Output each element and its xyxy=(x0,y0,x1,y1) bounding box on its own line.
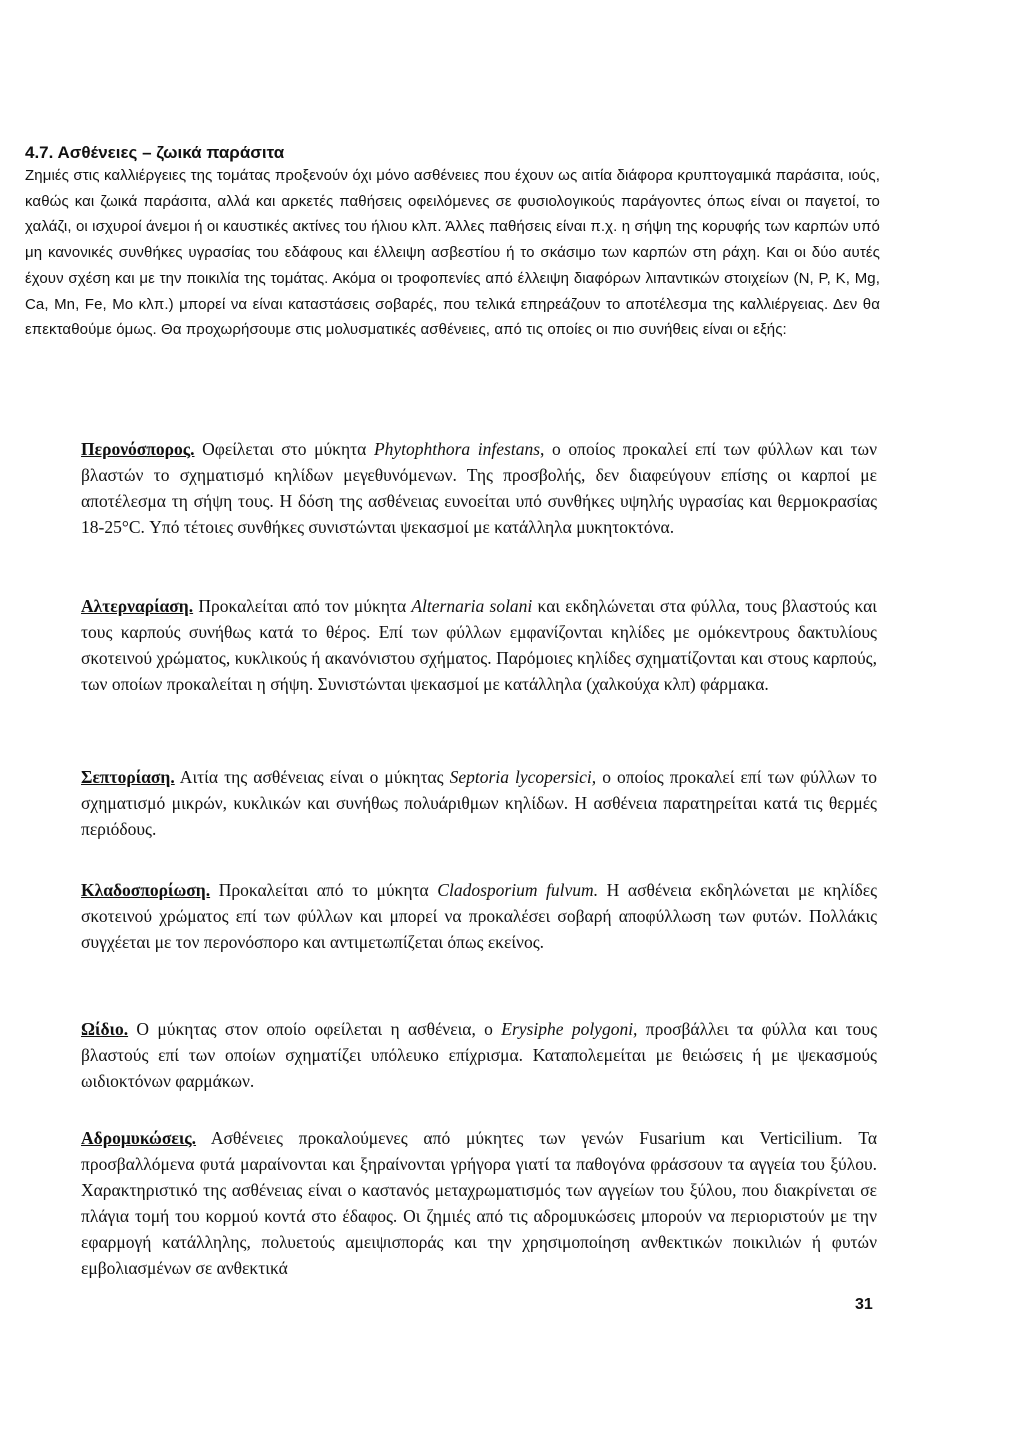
disease-text: , ο οποίος προκαλεί επί των φύλλων και των βλαστών το σχηματισμό κηλίδων μεγεθυνόμενων. Της προσβολής, δεν διαφεύγουν επίσης οι καρποί με αποτέλεσμα τη σήψη τους. Η δόση της ασθένειας ευνοείται υπό συνθήκες υψηλής υγρασίας και θερμοκρασίας 18-25°C. Υπό τέτοιες συνθήκες συνιστώνται ψεκασμοί με κατάλληλα μυκητοκτόνα. xyxy=(81,439,877,537)
disease-paragraph-alternaria xyxy=(81,593,877,697)
disease-text: και εκδηλώνεται στα φύλλα, τους βλαστούς και τους καρπούς συνήθως κατά το θέρος. Επί των φύλλων εμφανίζονται κηλίδες με ομόκεντρους δακτυλίους σκοτεινού χρώματος, κυκλικούς ή ακανόνιστου σχήματος. Παρόμοιες κηλίδες σχηματίζονται και στους καρπούς, των οποίων προκαλείται η σήψη. Συνιστώνται ψεκασμοί με κατάλληλα (χαλκούχα κλπ) φάρμακα. xyxy=(81,596,877,694)
disease-paragraph-adromykoseis xyxy=(81,1125,877,1281)
disease-text: Προκαλείται από το μύκητα xyxy=(210,880,438,900)
page-number: 31 xyxy=(855,1296,873,1313)
disease-paragraph-septoria xyxy=(81,764,877,842)
disease-text: Προκαλείται από τον μύκητα xyxy=(193,596,412,616)
pathogen-name: Cladosporium fulvum. xyxy=(437,880,599,900)
disease-heading: Αλτερναρίαση. xyxy=(81,596,194,616)
disease-heading: Σεπτορίαση. xyxy=(81,767,175,787)
disease-paragraph-oidium xyxy=(81,1016,877,1094)
pathogen-name: Phytophthora infestans xyxy=(373,439,541,459)
disease-paragraph-cladosporium xyxy=(81,877,877,955)
disease-text: Οφείλεται στο μύκητα xyxy=(194,439,374,459)
intro-paragraph: Ζημιές στις καλλιέργειες της τομάτας προξενούν όχι μόνο ασθένειες που έχουν ως αιτία διάφορα κρυπτογαμικά παράσιτα, ιούς, καθώς και ζωικά παράσιτα, αλλά και αρκετές παθήσεις οφειλόμενες σε φυσιολογικούς παράγοντες όπως είναι οι παγετοί, το χαλάζι, οι ισχυροί άνεμοι ή οι καυστικές ακτίνες του ήλιου κλπ. Άλλες παθήσεις είναι π.χ. η σήψη της κορυφής των καρπών υπό μη κανονικές συνθήκες υγρασίας του εδάφους και έλλειψη ασβεστίου ή το σκάσιμο των καρπών στη ράχη. Και οι δύο αυτές έχουν σχέση και με την ποικιλία της τομάτας. Ακόμα οι τροφοπενίες από έλλειψη διαφόρων λιπαντικών στοιχείων (N, P, K, Mg, Ca, Mn, Fe, Mo κλπ.) μπορεί να είναι καταστάσεις σοβαρές, που τελικά επηρεάζουν το αποτέλεσμα της καλλιέργειας. Δεν θα επεκταθούμε όμως. Θα προχωρήσουμε στις μολυσματικές ασθένειες, από τις οποίες οι πιο συνήθεις είναι οι εξής: xyxy=(25,167,880,339)
disease-text: Η ασθένεια εκδηλώνεται με κηλίδες σκοτεινού χρώματος επί των φύλλων και μπορεί να προκαλέσει σοβαρή αποφύλλωση των φυτών. Πολλάκις συγχέεται με τον περονόσπορο και αντιμετωπίζεται όπως εκείνος. xyxy=(81,880,877,952)
disease-heading: Περονόσπορος. xyxy=(81,439,195,459)
disease-text: Αιτία της ασθένειας είναι ο μύκητας xyxy=(174,767,450,787)
disease-paragraph-peronospora xyxy=(81,436,877,540)
pathogen-name: Alternaria solani xyxy=(411,596,533,616)
disease-heading: Κλαδοσπορίωση. xyxy=(81,880,211,900)
disease-text: ο οποίος προκαλεί επί των φύλλων το σχηματισμό μικρών, κυκλικών και συνήθως πολυάριθμων κηλίδων. Η ασθένεια παρατηρείται κατά τις θερμές περιόδους. xyxy=(81,767,877,839)
disease-text: Ασθένειες προκαλούμενες από μύκητες των γενών Fusarium και Verticilium. Τα προσβαλλόμενα φυτά μαραίνονται και ξηραίνονται γρήγορα γιατί τα παθογόνα φράσσουν τα αγγεία του ξύλου. Χαρακτηριστικό της ασθένειας είναι ο καστανός μεταχρωματισμός των αγγείων του ξύλου, που διακρίνεται σε πλάγια τομή του κορμού κοντά στο έδαφος. Οι ζημιές από τις αδρομυκώσεις μπορούν να περιοριστούν με την εφαρμογή κατάλληλης, πολυετούς αμειψισποράς και την χρησιμοποίηση ανθεκτικών ποικιλιών ή φυτών εμβολιασμένων σε ανθεκτικά xyxy=(81,1128,877,1278)
pathogen-name: Erysiphe polygoni, xyxy=(501,1019,638,1039)
disease-heading: Ωίδιο. xyxy=(81,1019,129,1039)
disease-heading: Αδρομυκώσεις. xyxy=(81,1128,197,1148)
pathogen-name: Septoria lycopersici, xyxy=(449,767,597,787)
section-title: 4.7. Ασθένειες – ζωικά παράσιτα xyxy=(25,143,285,162)
disease-text: προσβάλλει τα φύλλα και τους βλαστούς επί των οποίων σχηματίζει υπόλευκο επίχρισμα. Καταπολεμείται με θειώσεις ή με ψεκασμούς ωιδιοκτόνων φαρμάκων. xyxy=(81,1019,878,1091)
disease-text: Ο μύκητας στον οποίο οφείλεται η ασθένεια, ο xyxy=(128,1019,502,1039)
